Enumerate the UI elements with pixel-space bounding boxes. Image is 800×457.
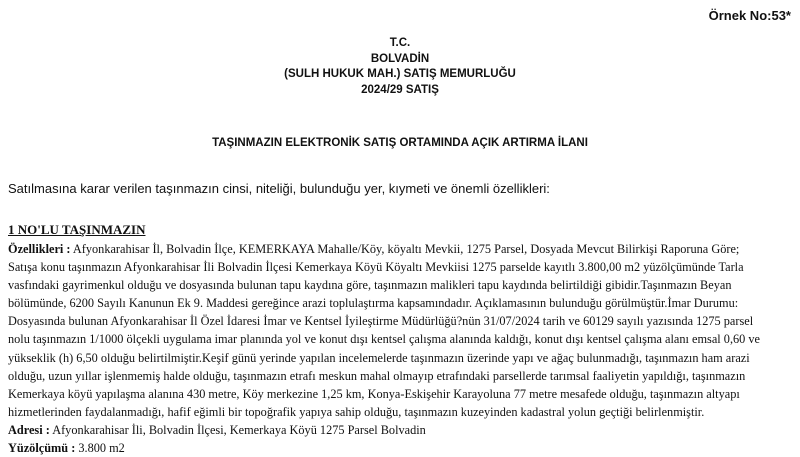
features-line: Dosyasında bulunan Afyonkarahisar İl Özel İdaresi İmar ve Kentsel İyileştirme Müdürlüğü?nün 31/07/2024 tarih ve 60129 sayılı yazısında 1275 parsel (8, 314, 754, 329)
property-details (8, 240, 793, 457)
intro-text: Satılmasına karar verilen taşınmazın cinsi, niteliği, bulunduğu yer, kıymeti ve önemli özellikleri: (8, 181, 550, 196)
features-text: Afyonkarahisar İl, Bolvadin İlçe, KEMERKAYA Mahalle/Köy, köyaltı Mevkii, 1275 Parsel, Dosyada Mevcut Bilirkişi Raporuna Göre; (72, 242, 740, 256)
address-line (8, 421, 793, 439)
features-line: nolu taşınmazın 1/1000 ölçekli uygulama imar planında yol ve konut dışı kentsel çalışma alanında kaldığı, konut dışı kentsel çalışma alanı emsal 0,60 ve (8, 332, 760, 347)
section-title: 1 NO'LU TAŞINMAZIN (8, 222, 146, 237)
features-line: olduğu, uzun yıllar işlenmemiş halde olduğu, taşınmazın etrafı meskun mahal olmayıp etrafındaki parsellerde tarımsal faaliyetin yapıldığı, taşınmazın (8, 368, 746, 383)
area-value: 3.800 m2 (78, 441, 125, 456)
area-label: Yüzölçümü : (8, 441, 76, 456)
header-line-case: 2024/29 SATIŞ (361, 83, 439, 96)
features-line: bölümünde, 6200 Sayılı Kanunun Ek 9. Maddesi gereğince arazi toplulaştırma kapsamındadır. Açıklamasının bulunduğu görülmüştür.İmar Durumu: (8, 296, 739, 311)
features-label: Özellikleri : (8, 242, 71, 256)
features-line: yükseklik (h) 6,50 olduğu belirtilmiştir.Keşif günü yerinde yapılan incelemelerde taşınmazın üzerinde yapı ve ağaç bulunmadığı, taşınmazın ham arazi (8, 350, 750, 365)
announcement-title: TAŞINMAZIN ELEKTRONİK SATIŞ ORTAMINDA AÇIK ARTIRMA İLANI (212, 137, 588, 149)
features-line: Kemerkaya köyü yapılaşma alanına 430 metre, Köy merkezine 1,25 km, Konya-Eskişehir Karayoluna 77 metre mesafede olduğu, taşınmazın altyapı (8, 386, 740, 401)
area-line (8, 439, 793, 457)
document-header (0, 36, 800, 98)
address-label: Adresi : (8, 422, 50, 437)
features-line (8, 240, 793, 258)
address-value: Afyonkarahisar İli, Bolvadin İlçesi, Kemerkaya Köyü 1275 Parsel Bolvadin (52, 422, 426, 437)
features-line: Satışa konu taşınmazın Afyonkarahisar İli Bolvadin İlçesi Kemerkaya Köyü Köyaltı Mevkiisi 1275 parselde kayıtlı 3.800,00 m2 yüzölçümünde Tarla (8, 260, 744, 275)
sample-number: Örnek No:53* (708, 8, 791, 23)
features-line: hizmetlerinden faydalanmadığı, hafif eğimli bir topoğrafik yapıya sahip olduğu, taşınmazın kuzeyinden kadastral yolun geçtiği belirlenmiştir. (8, 404, 705, 419)
features-line: vasfındaki gayrimenkul olduğu ve dosyasında bulunan tapu kaydına göre, taşınmazın malikleri tapu kaydında belirtildiği gibidir.Taşınmazın Beyan (8, 278, 732, 293)
header-line-city: BOLVADİN (370, 52, 430, 65)
header-line-office: (SULH HUKUK MAH.) SATIŞ MEMURLUĞU (284, 68, 516, 80)
header-line-tc: T.C. (389, 37, 411, 49)
